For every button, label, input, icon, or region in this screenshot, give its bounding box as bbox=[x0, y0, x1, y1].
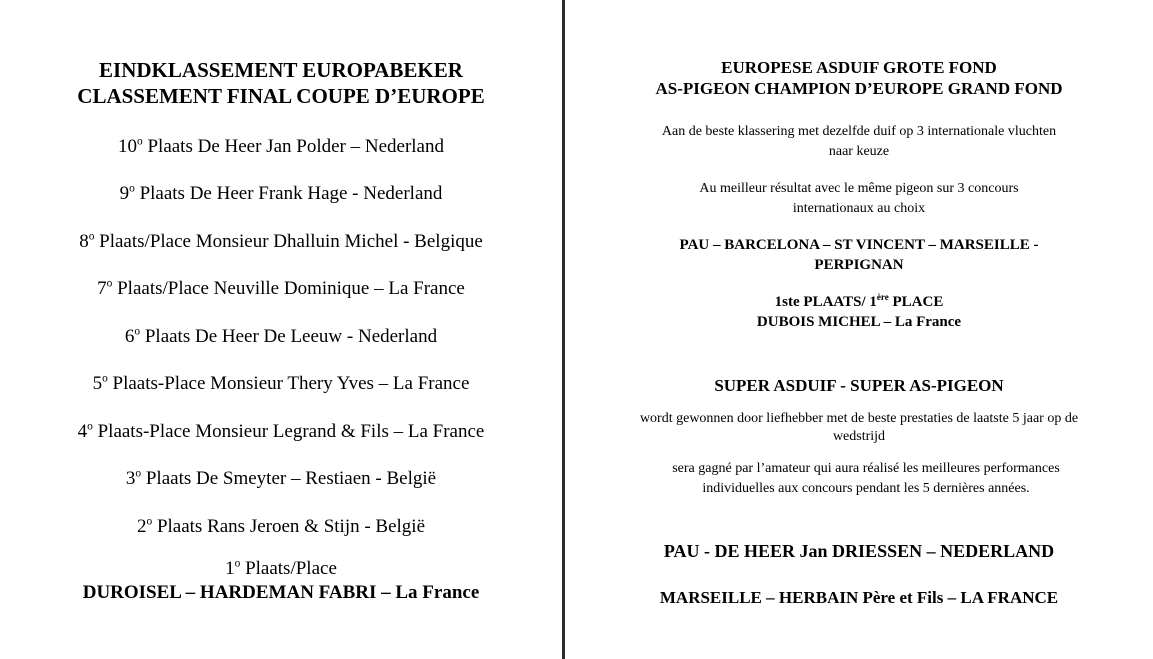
ranking-item-5: 5$^o$ Plaats-Place Monsieur Thery Yves – La France bbox=[92, 372, 470, 394]
marseille-winner: MARSEILLE – HERBAIN Père et Fils – LA FRANCE bbox=[659, 588, 1059, 607]
description-fr-line1: Au meilleur résultat avec le même pigeon sur 3 concours bbox=[699, 181, 1019, 196]
ranking-item-1: 1$^o$ Plaats/Place bbox=[225, 557, 337, 579]
description-fr-line2: internationaux au choix bbox=[792, 201, 926, 216]
description-nl-line1: Aan de beste klassering met dezelfde duif op 3 internationale vluchten bbox=[661, 124, 1057, 139]
ranking-item-10: 10$^o$ Plaats De Heer Jan Polder – Nederland bbox=[118, 135, 444, 157]
left-title-fr: CLASSEMENT FINAL COUPE D’EUROPE bbox=[77, 84, 485, 108]
pau-winner: PAU - DE HEER Jan DRIESSEN – NEDERLAND bbox=[663, 541, 1055, 561]
super-fr-line1: sera gagné par l’amateur qui aura réalisé les meilleures performances bbox=[672, 461, 1060, 476]
ranking-item-2: 2$^o$ Plaats Rans Jeroen & Stijn - België bbox=[136, 515, 426, 537]
winner-name: DUROISEL – HARDEMAN FABRI – La France bbox=[82, 582, 480, 603]
description-nl-line2: naar keuze bbox=[828, 144, 890, 159]
ranking-item-4: 4$^o$ Plaats-Place Monsieur Legrand & Fils – La France bbox=[77, 420, 485, 442]
first-place-label: 1ste PLAATS/ 1ère PLACE bbox=[774, 292, 944, 310]
super-nl-line2: wedstrijd bbox=[832, 429, 886, 444]
first-place-winner: DUBOIS MICHEL – La France bbox=[756, 314, 962, 330]
right-title-nl: EUROPESE ASDUIF GROTE FOND bbox=[721, 58, 997, 77]
races-line1: PAU – BARCELONA – ST VINCENT – MARSEILLE - bbox=[679, 237, 1039, 253]
ranking-item-7: 7$^o$ Plaats/Place Neuville Dominique – La France bbox=[97, 277, 465, 299]
ranking-item-9: 9$^o$ Plaats De Heer Frank Hage - Nederland bbox=[119, 182, 443, 204]
left-title-nl: EINDKLASSEMENT EUROPABEKER bbox=[99, 58, 463, 82]
ranking-item-6: 6$^o$ Plaats De Heer De Leeuw - Nederland bbox=[124, 325, 438, 347]
super-pigeon-title: SUPER ASDUIF - SUPER AS-PIGEON bbox=[714, 376, 1004, 395]
super-fr-line2: individuelles aux concours pendant les 5 dernières années. bbox=[702, 481, 1030, 496]
super-nl-line1: wordt gewonnen door liefhebber met de beste prestaties de laatste 5 jaar op de bbox=[639, 411, 1079, 426]
ranking-item-8: 8$^o$ Plaats/Place Monsieur Dhalluin Michel - Belgique bbox=[79, 230, 483, 252]
races-line2: PERPIGNAN bbox=[814, 257, 904, 273]
right-title-fr: AS-PIGEON CHAMPION D’EUROPE GRAND FOND bbox=[655, 79, 1063, 98]
ranking-item-3: 3$^o$ Plaats De Smeyter – Restiaen - België bbox=[125, 467, 437, 489]
